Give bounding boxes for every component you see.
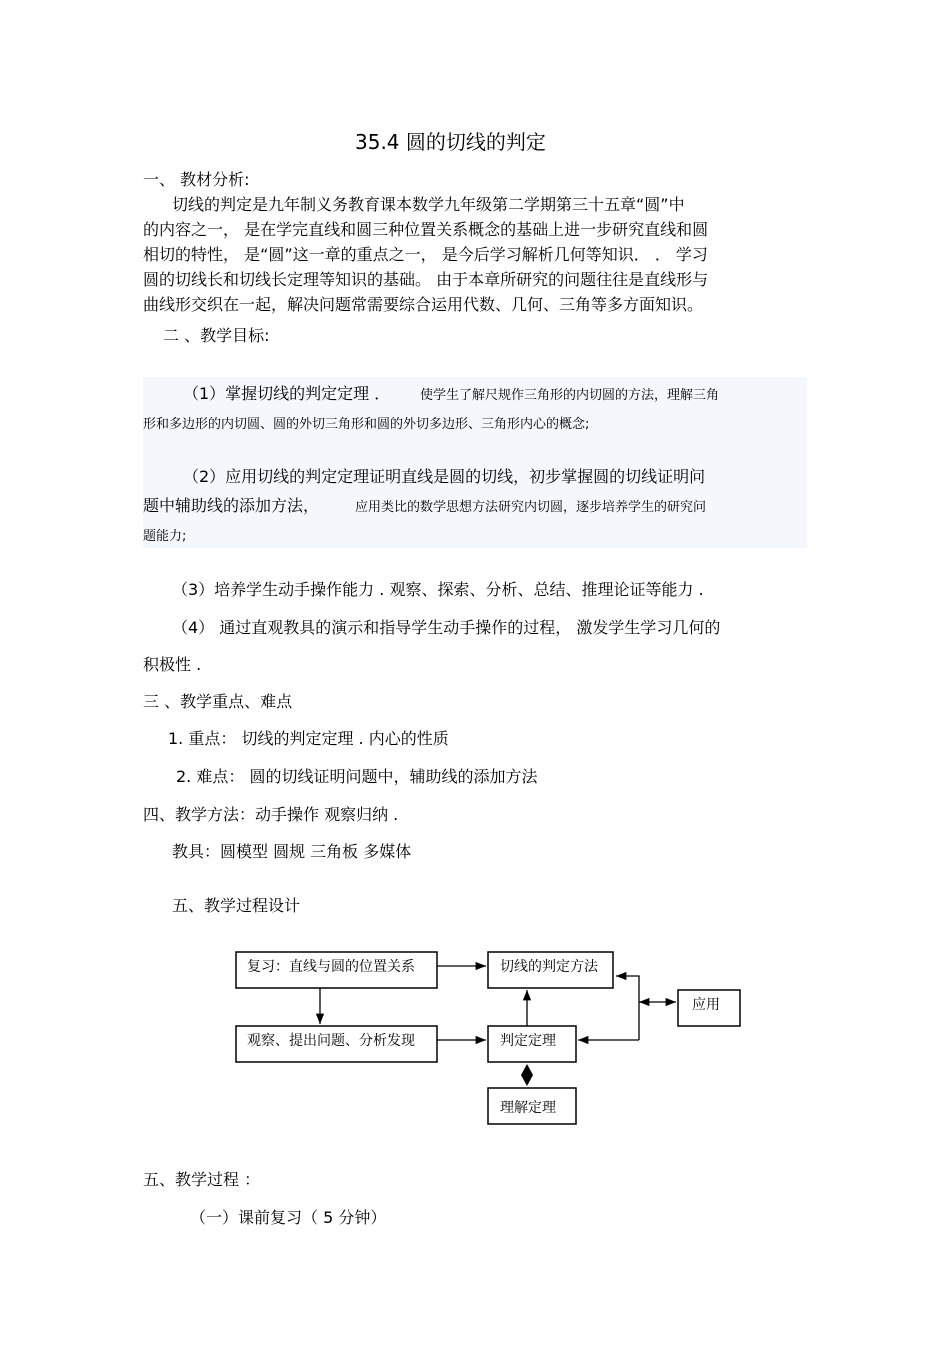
box-review-label: 复习：直线与圆的位置关系 — [247, 959, 415, 975]
objective-2-line: 题中辅助线的添加方法， — [143, 496, 320, 515]
box-understand-label: 理解定理 — [500, 1100, 556, 1116]
key-point: 1. 重点： 切线的判定定理 . 内心的性质 — [168, 729, 449, 748]
objective-4-cont: 积极性 . — [143, 655, 202, 674]
analysis-line: 切线的判定是九年制义务教育课本数学九年级第二学期第三十五章“圆”中 — [172, 195, 685, 214]
objective-2-line: （2）应用切线的判定定理证明直线是圆的切线，初步掌握圆的切线证明问 — [183, 467, 706, 486]
arrow-bracket-to-method — [616, 976, 639, 1040]
analysis-line: 曲线形交织在一起，解决问题常需要综合运用代数、几何、三角等多方面知识。 — [143, 295, 704, 314]
analysis-line: 圆的切线长和切线长定理等知识的基础。 由于本章所研究的问题往往是直线形与 — [143, 270, 709, 289]
objective-2-detail-cont: 题能力; — [143, 529, 187, 544]
section-heading-analysis: 一、 教材分析: — [143, 170, 250, 189]
section-heading-objectives: 二 、教学目标: — [163, 326, 270, 345]
connector-theorem-understand — [521, 1064, 533, 1086]
section-heading-keypoints: 三 、教学重点、难点 — [143, 692, 293, 711]
objective-1-detail-cont: 形和多边形的内切圆、圆的外切三角形和圆的外切多边形、三角形内心的概念; — [143, 417, 590, 432]
teaching-tools: 教具：圆模型 圆规 三角板 多媒体 — [172, 842, 412, 861]
analysis-line: 相切的特性， 是“圆”这一章的重点之一， 是今后学习解析几何等知识． ． 学习 — [143, 245, 708, 264]
box-theorem-label: 判定定理 — [500, 1033, 556, 1049]
box-observe-label: 观察、提出问题、分析发现 — [247, 1033, 415, 1049]
difficult-point: 2. 难点： 圆的切线证明问题中，辅助线的添加方法 — [176, 767, 538, 786]
objective-1-detail: 使学生了解尺规作三角形的内切圆的方法，理解三角 — [420, 388, 720, 403]
objective-2-detail: 应用类比的数学思想方法研究内切圆，逐步培养学生的研究问 — [355, 500, 707, 515]
page-title: 35.4 圆的切线的判定 — [355, 130, 546, 154]
analysis-line: 的内容之一， 是在学完直线和圆三种位置关系概念的基础上进一步研究直线和圆 — [143, 220, 709, 239]
objective-1-lead: （1）掌握切线的判定定理 ． — [183, 384, 391, 403]
box-apply-label: 应用 — [692, 997, 720, 1013]
section-heading-process-design: 五、教学过程设计 — [172, 896, 301, 915]
objective-3: （3）培养学生动手操作能力 . 观察、探索、分析、总结、推理论证等能力 . — [172, 580, 704, 599]
objective-4: （4） 通过直观教具的演示和指导学生动手操作的过程， 激发学生学习几何的 — [172, 618, 721, 637]
box-method-label: 切线的判定方法 — [500, 959, 598, 975]
teaching-method: 四、教学方法：动手操作 观察归纳 . — [143, 805, 399, 824]
section-heading-process: 五、教学过程 ： — [143, 1170, 261, 1189]
subsection-review: （一）课前复习（ 5 分钟） — [190, 1208, 387, 1227]
